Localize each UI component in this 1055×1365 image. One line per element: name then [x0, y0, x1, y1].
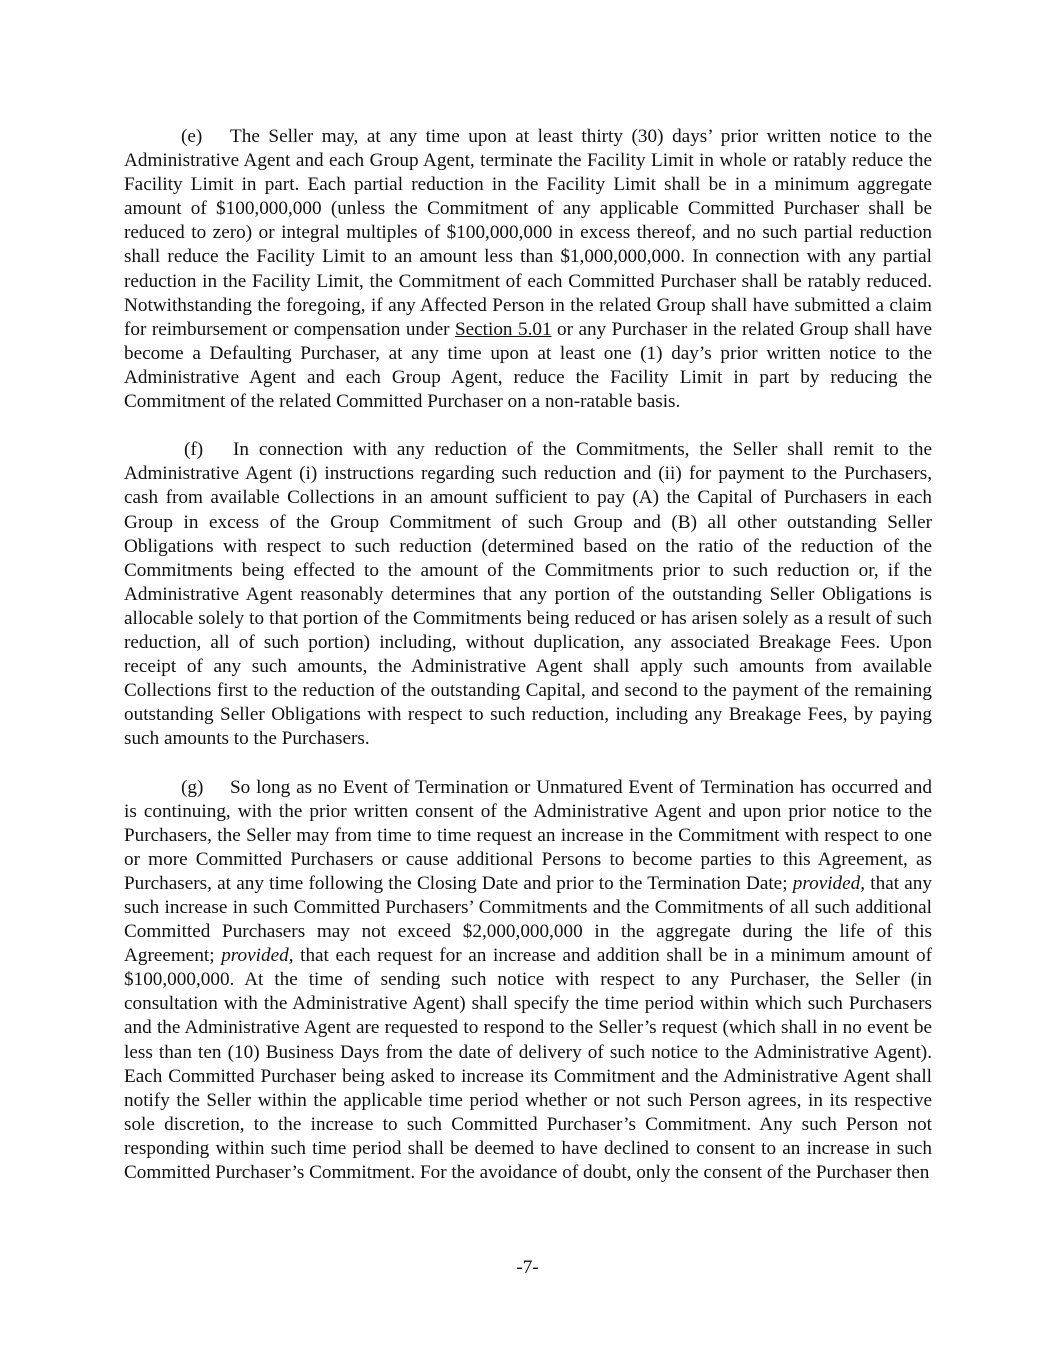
- paragraph-text: So long as no Event of Termination or Unmatured Event of Termination has occurred and is continuing, with the prior written consent of the Administrative Agent and upon prior notice to the Purchasers, the Seller may from time to time request an increase in the Commitment with respect to one or more Committed Purchasers or cause additional Persons to become parties to this Agreement, as Purchasers, at any time following the Closing Date and prior to the Termination Date;: [124, 776, 932, 894]
- paragraph-label: (g): [181, 776, 204, 798]
- paragraph-e: [124, 125, 932, 414]
- proviso-term: provided,: [792, 872, 866, 894]
- paragraph-text: In connection with any reduction of the Commitments, the Seller shall remit to the Administrative Agent (i) instructions regarding such reduction and (ii) for payment to the Purchasers, cash from available Collections in an amount sufficient to pay (A) the Capital of Purchasers in each Group in excess of the Group Commitment of such Group and (B) all other outstanding Seller Obligations with respect to such reduction (determined based on the ratio of the reduction of the Commitments being effected to the amount of the Commitments prior to such reduction or, if the Administrative Agent reasonably determines that any portion of the outstanding Seller Obligations is allocable solely to that portion of the Commitments being reduced or has arisen solely as a result of such reduction, all of such portion) including, without duplication, any associated Breakage Fees. Upon receipt of any such amounts, the Administrative Agent shall apply such amounts from available Collections first to the reduction of the outstanding Capital, and second to the payment of the remaining outstanding Seller Obligations with respect to such reduction, including any Breakage Fees, by paying such amounts to the Purchasers.: [124, 439, 932, 750]
- paragraph-text: that any such increase in such Committed Purchasers’ Commitments and the Commitments of all such additional Committed Purchasers may not exceed $2,000,000,000 in the aggregate during the life of this Agreement;: [124, 872, 932, 967]
- page-number: -7-: [516, 1257, 539, 1278]
- paragraph-f: [124, 438, 932, 751]
- paragraph-text: that each request for an increase and addition shall be in a minimum amount of $100,000,000. At the time of sending such notice with respect to any Purchaser, the Seller (in consultation with the Administrative Agent) shall specify the time period within which such Purchasers and the Administrative Agent are requested to respond to the Seller’s request (which shall in no event be less than ten (10) Business Days from the date of delivery of such notice to the Administrative Agent). Each Committed Purchaser being asked to increase its Commitment and the Administrative Agent shall notify the Seller within the applicable time period whether or not such Person agrees, in its respective sole discretion, to the increase to such Committed Purchaser’s Commitment. Any such Person not responding within such time period shall be deemed to have declined to consent to an increase in such Committed Purchaser’s Commitment. For the avoidance of doubt, only the consent of the Purchaser then: [124, 945, 932, 1184]
- paragraph-text: The Seller may, at any time upon at least thirty (30) days’ prior written notice to the Administrative Agent and each Group Agent, terminate the Facility Limit in whole or ratably reduce the Facility Limit in part. Each partial reduction in the Facility Limit shall be in a minimum aggregate amount of $100,000,000 (unless the Commitment of any applicable Committed Purchaser shall be reduced to zero) or integral multiples of $100,000,000 in excess thereof, and no such partial reduction shall reduce the Facility Limit to an amount less than $1,000,000,000. In connection with any partial reduction in the Facility Limit, the Commitment of each Committed Purchaser shall be ratably reduced. Notwithstanding the foregoing, if any Affected Person in the related Group shall have submitted a claim for reimbursement or compensation under: [124, 126, 932, 340]
- proviso-term: provided,: [221, 945, 294, 967]
- paragraph-label: (e): [181, 126, 203, 147]
- paragraph-g: [124, 776, 932, 1186]
- paragraph-text: or any Purchaser in the related Group shall have become a Defaulting Purchaser, at any time upon at least one (1) day’s prior written notice to the Administrative Agent and each Group Agent, reduce the Facility Limit in part by reducing the Commitment of the related Committed Purchaser on a non-ratable basis.: [124, 318, 933, 413]
- section-reference-link[interactable]: Section 5.01: [454, 318, 552, 340]
- paragraph-label: (f): [184, 439, 204, 461]
- document-body: [124, 125, 932, 1209]
